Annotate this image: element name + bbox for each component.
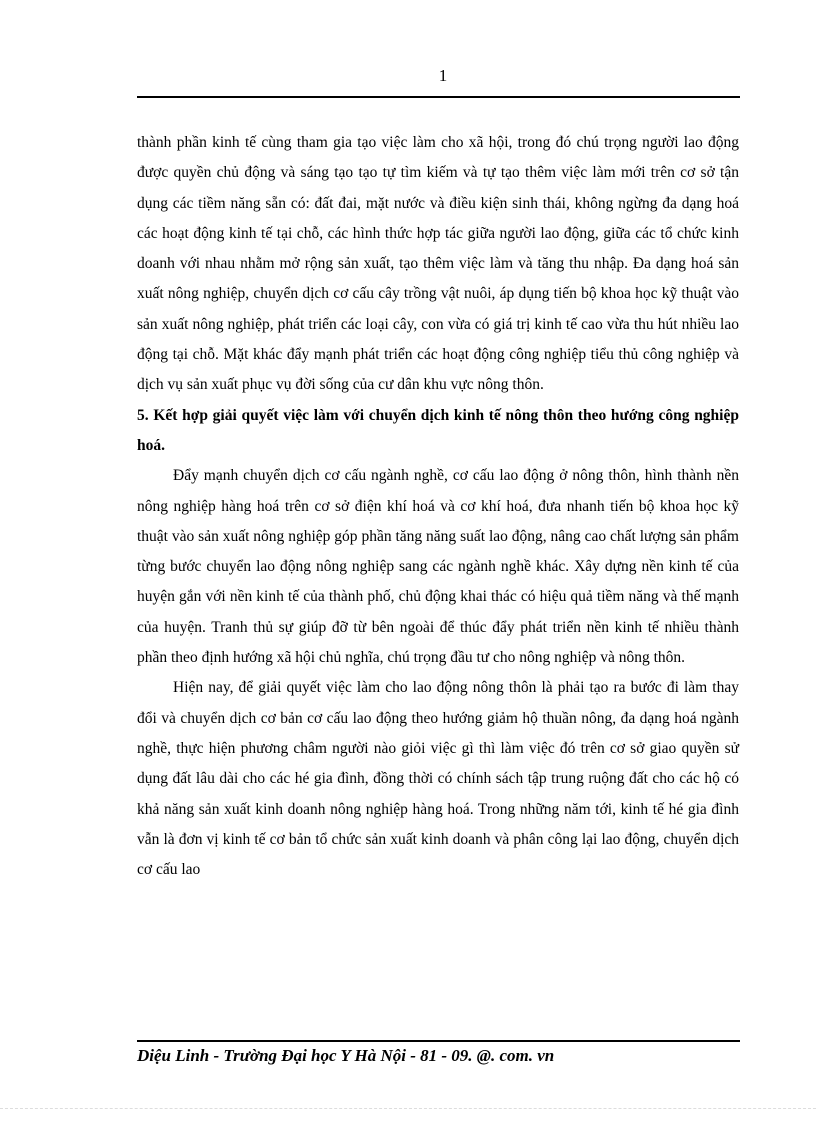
footer-text: Diệu Linh - Trường Đại học Y Hà Nội - 81 - 09. @. com. vn <box>137 1046 555 1065</box>
section-heading: 5. Kết hợp giải quyết việc làm với chuyển dịch kinh tế nông thôn theo hướng công nghiệp hoá. <box>137 406 739 454</box>
document-body <box>137 128 739 885</box>
paragraph: Hiện nay, để giải quyết việc làm cho lao động nông thôn là phải tạo ra bước đi làm thay đổi và chuyển dịch cơ bản cơ cấu lao động theo hướng giảm hộ thuần nông, đa dạng hoá ngành nghề, thực hiện phương châm người nào giỏi việc gì thì làm việc đó trên cơ sở giao quyền sử dụng đất lâu dài cho các hé gia đình, đồng thời có chính sách tập trung ruộng đất cho các hộ có khả năng sản xuất kinh doanh nông nghiệp hàng hoá. Trong những năm tới, kinh tế hé gia đình vẫn là đơn vị kinh tế cơ bản tổ chức sản xuất kinh doanh và phân công lại lao động, chuyển dịch cơ cấu lao <box>137 679 739 879</box>
page-number: 1 <box>438 66 448 85</box>
page-bottom-border <box>0 1108 816 1109</box>
footer-rule <box>137 1040 740 1042</box>
paragraph: Đẩy mạnh chuyển dịch cơ cấu ngành nghề, cơ cấu lao động ở nông thôn, hình thành nền nông nghiệp hàng hoá trên cơ sở điện khí hoá và cơ khí hoá, đưa nhanh tiến bộ khoa học kỹ thuật vào sản xuất nông nghiệp góp phần tăng năng suất lao động, nâng cao chất lượng sản phẩm từng bước chuyển lao động nông nghiệp sang các ngành nghề khác. Xây dựng nền kinh tế của huyện gắn với nền kinh tế của thành phố, chủ động khai thác có hiệu quả tiềm năng và thế mạnh của huyện. Tranh thủ sự giúp đỡ từ bên ngoài để thúc đẩy phát triển nền kinh tế nhiều thành phần theo định hướng xã hội chủ nghĩa, chú trọng đầu tư cho nông nghiệp và nông thôn. <box>137 467 739 667</box>
paragraph-continuation: thành phần kinh tế cùng tham gia tạo việc làm cho xã hội, trong đó chú trọng người lao động được quyền chủ động và sáng tạo tạo tự tìm kiếm và tự tạo thêm việc làm mới trên cơ sở tận dụng các tiềm năng sẵn có: đất đai, mặt nước và điều kiện sinh thái, không ngừng đa dạng hoá các hoạt động kinh tế tại chỗ, các hình thức hợp tác giữa người lao động, giữa các tổ chức kinh doanh với nhau nhằm mở rộng sản xuất, tạo thêm việc làm và tăng thu nhập. Đa dạng hoá sản xuất nông nghiệp, chuyển dịch cơ cấu cây trồng vật nuôi, áp dụng tiến bộ khoa học kỹ thuật vào sản xuất nông nghiệp, phát triển các loại cây, con vừa có giá trị kinh tế cao vừa thu hút nhiều lao động tại chỗ. Mặt khác đẩy mạnh phát triển các hoạt động công nghiệp tiểu thủ công nghiệp và dịch vụ sản xuất phục vụ đời sống của cư dân khu vực nông thôn. <box>137 134 739 394</box>
header-rule <box>137 96 740 98</box>
